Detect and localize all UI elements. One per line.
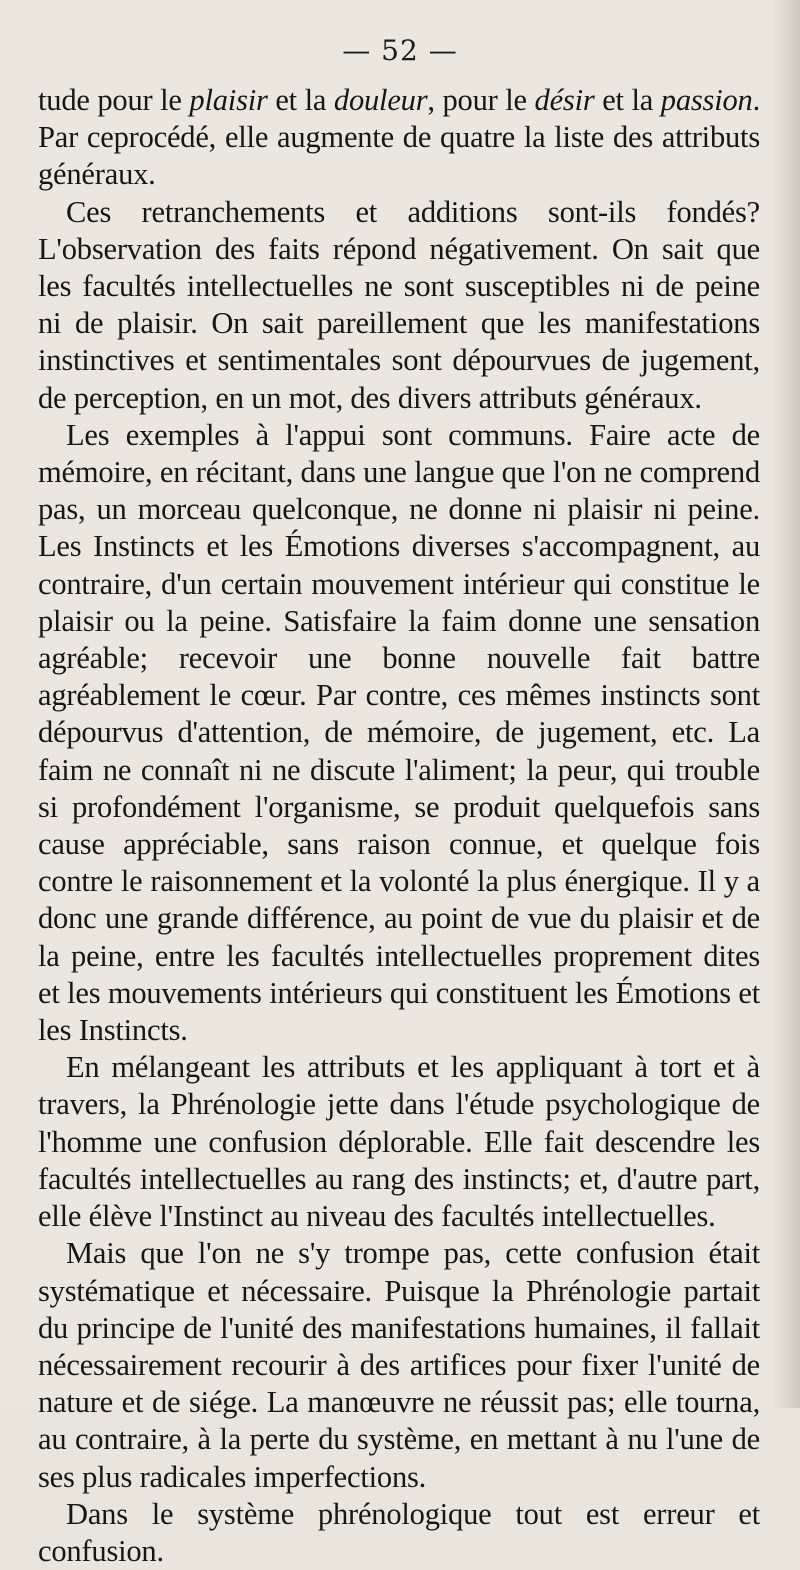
page-number: — 52 — [342, 34, 458, 67]
italic-term-douleur: douleur [333, 83, 428, 117]
italic-term-passion: passion [660, 83, 753, 117]
paragraph: Ces retranchements et additions sont-ils fondés? L'observation des faits répond négativement. On sait que les facultés intellectuelles ne sont susceptibles ni de peine ni de plaisir. On sait pareillement que les manifestations instinctives et sentimentales sont dépourvues de jugement, de perception, en un mot, des divers attributs généraux. [38, 194, 760, 415]
paragraph: En mélangeant les attributs et les appliquant à tort et à travers, la Phrénologie jette dans l'étude psychologique de l'homme une confusion déplorable. Elle fait descendre les facultés intellectuelles au rang des instincts; et, d'autre part, elle élève l'Instinct au niveau des facultés intellectuelles. [38, 1050, 760, 1234]
paragraph: Les exemples à l'appui sont communs. Faire acte de mémoire, en récitant, dans une langue que l'on ne comprend pas, un morceau quelconque, ne donne ni plaisir ni peine. Les Instincts et les Émotions diverses s'accompagnent, au contraire, d'un certain mouvement intérieur qui constitue le plaisir ou la peine. Satisfaire la faim donne une sensation agréable; recevoir une bonne nouvelle fait battre agréablement le cœur. Par contre, ces mêmes instincts sont dépourvus d'attention, de mémoire, de jugement, etc. La faim ne connaît ni ne discute l'aliment; la peur, qui trouble si profondément l'organisme, se produit quelquefois sans cause appréciable, sans raison connue, et quelque fois contre le raisonnement et la volonté la plus énergique. Il y a donc une grande différence, au point de vue du plaisir et de la peine, entre les facultés intellectuelles proprement dites et les mouvements intérieurs qui constituent les Émotions et les Instincts. [38, 417, 760, 1048]
body-text [38, 82, 760, 1570]
paragraph: Dans le système phrénologique tout est erreur et confusion. [38, 1496, 760, 1568]
paragraph-continuation [38, 82, 760, 194]
text-run: . Par ceprocédé, elle augmente de quatre la liste des attributs généraux. [38, 83, 761, 192]
text-run: et la [594, 83, 661, 117]
text-run: , pour le [427, 83, 535, 117]
italic-term-plaisir: plaisir [189, 83, 268, 117]
page-edge-shadow [772, 0, 800, 1408]
paragraph: Mais que l'on ne s'y trompe pas, cette confusion était systématique et nécessaire. Puisque la Phrénologie partait du principe de l'unité des manifestations humaines, il fallait nécessairement recourir à des artifices pour fixer l'unité de nature et de siége. La manœuvre ne réussit pas; elle tourna, au contraire, à la perte du système, en mettant à nu l'une de ses plus radicales imperfections. [38, 1236, 760, 1494]
text-run: tude pour le [38, 83, 190, 117]
text-run: et la [267, 83, 334, 117]
italic-term-desir: désir [534, 83, 595, 117]
